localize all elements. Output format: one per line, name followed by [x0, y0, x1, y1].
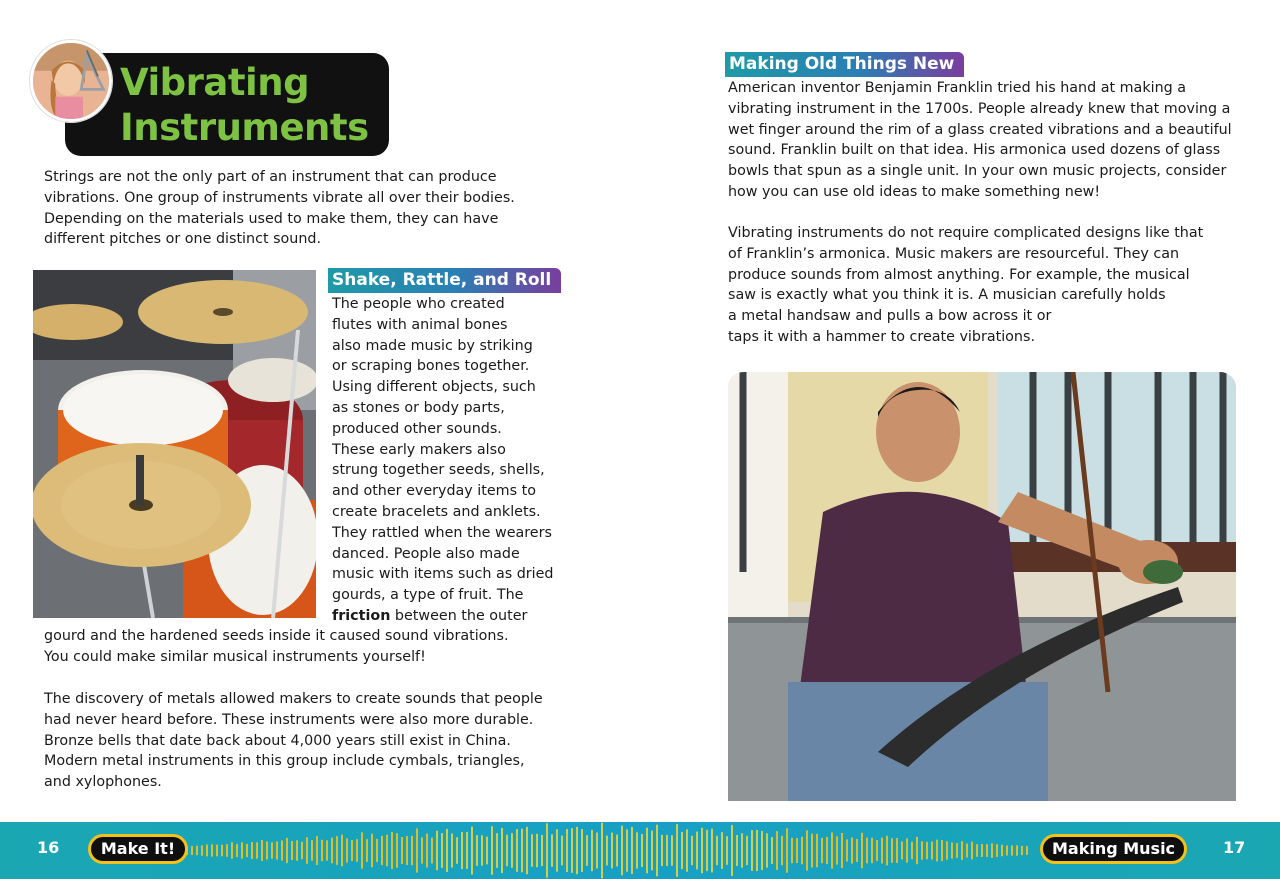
saw-line: a metal handsaw and pulls a bow across it or — [728, 308, 1052, 325]
metals-line: had never heard before. These instruments were also more durable. — [44, 711, 534, 728]
section2-line: wet finger around the rim of a glass created vibrations and a beautiful — [728, 121, 1232, 138]
section1-line: also made music by striking — [332, 337, 533, 354]
intro-line: Depending on the materials used to make them, they can have — [44, 210, 499, 227]
section1-line: strung together seeds, shells, — [332, 462, 545, 479]
section1-line: or scraping bones together. — [332, 358, 530, 375]
footer-pill-make-it: Make It! — [88, 834, 188, 864]
saw-line: produce sounds from almost anything. For example, the musical — [728, 266, 1190, 283]
avatar-illustration — [33, 43, 109, 119]
section1-line: gourds, a type of fruit. The — [332, 587, 524, 604]
musical-saw-photo — [728, 372, 1236, 801]
section1-line: These early makers also — [332, 441, 506, 458]
section1-tail — [44, 626, 544, 668]
soundwave-graphic — [180, 822, 1030, 879]
glossary-term-friction: friction — [332, 607, 391, 624]
section1-line: produced other sounds. — [332, 420, 502, 437]
metals-paragraph — [44, 689, 554, 793]
metals-line: Modern metal instruments in this group include cymbals, triangles, — [44, 753, 525, 770]
title-line-1: Vibrating — [120, 61, 310, 104]
section1-column — [332, 294, 562, 627]
intro-line: different pitches or one distinct sound. — [44, 231, 322, 248]
section1-line: They rattled when the wearers — [332, 524, 552, 541]
section2-line: how you can use old ideas to make something new! — [728, 183, 1101, 200]
section1-line: danced. People also made — [332, 545, 520, 562]
drum-kit-illustration — [33, 270, 316, 618]
section2-line: sound. Franklin built on that idea. His armonica used dozens of glass — [728, 142, 1221, 159]
section1-line-rest: between the outer — [390, 607, 528, 624]
section1-tail-line: gourd and the hardened seeds inside it caused sound vibrations. — [44, 628, 509, 644]
footer-pill-making-music: Making Music — [1040, 834, 1187, 864]
section2-line: vibrating instrument in the 1700s. People already knew that moving a — [728, 100, 1231, 117]
page-number-right: 17 — [1223, 838, 1246, 857]
section1-line: as stones or body parts, — [332, 399, 505, 416]
intro-line: Strings are not the only part of an instrument that can produce — [44, 169, 497, 185]
intro-paragraph — [44, 167, 524, 250]
intro-line: vibrations. One group of instruments vibrate all over their bodies. — [44, 189, 515, 206]
section-heading-shake-rattle-roll: Shake, Rattle, and Roll — [328, 268, 561, 293]
section1-line: create bracelets and anklets. — [332, 503, 541, 520]
title-line-2: Instruments — [120, 106, 369, 149]
saw-line: of Franklin’s armonica. Music makers are resourceful. They can — [728, 245, 1180, 262]
section2-paragraph — [728, 78, 1248, 203]
saw-line: Vibrating instruments do not require complicated designs like that — [728, 225, 1204, 241]
metals-line: Bronze bells that date back about 4,000 years still exist in China. — [44, 732, 511, 749]
saw-line: taps it with a hammer to create vibrations. — [728, 328, 1035, 345]
section2-line: bowls that spun as a single unit. In your own music projects, consider — [728, 163, 1227, 180]
metals-line: The discovery of metals allowed makers to create sounds that people — [44, 691, 543, 707]
page-title — [120, 60, 369, 150]
musical-saw-illustration — [728, 372, 1236, 801]
saw-line: saw is exactly what you think it is. A musician carefully holds — [728, 287, 1166, 304]
section-heading-making-old-things-new: Making Old Things New — [725, 52, 964, 77]
section1-line: Using different objects, such — [332, 379, 536, 396]
drum-kit-photo — [33, 270, 316, 618]
section2-line: American inventor Benjamin Franklin tried his hand at making a — [728, 80, 1187, 96]
section1-line: flutes with animal bones — [332, 316, 508, 333]
metals-line: and xylophones. — [44, 774, 162, 791]
section1-line: and other everyday items to — [332, 483, 536, 500]
girl-with-triangle-photo — [30, 40, 112, 122]
saw-paragraph — [728, 223, 1248, 348]
section1-line: music with items such as dried — [332, 566, 554, 583]
section1-line: The people who created — [332, 296, 505, 312]
section1-tail-line: You could make similar musical instruments yourself! — [44, 648, 426, 665]
section1-line-friction — [332, 606, 562, 627]
page-number-left: 16 — [37, 838, 60, 857]
